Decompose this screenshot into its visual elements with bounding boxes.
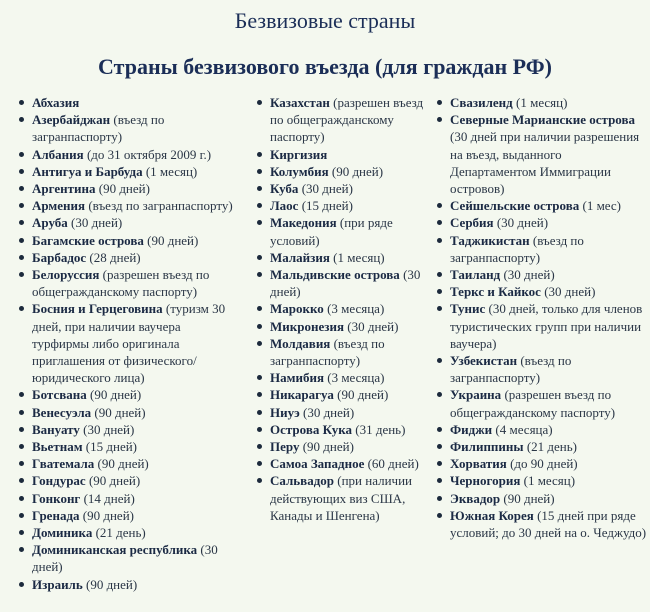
list-item [14, 300, 240, 386]
country-note: (30 дней, только для членов туристических групп при наличии ваучера) [450, 301, 643, 351]
country-name: Израиль [32, 576, 83, 592]
bullet-icon [19, 169, 24, 174]
country-name: Острова Кука [270, 421, 352, 437]
country-name: Аруба [32, 215, 68, 231]
bullet-icon [437, 272, 442, 277]
bullet-icon [257, 341, 262, 346]
country-note: (21 день) [523, 439, 577, 455]
country-note: (90 дней) [79, 507, 134, 523]
country-note: (15 дней) [298, 198, 353, 214]
country-name: Азербайджан [32, 112, 111, 128]
country-name: Намибия [270, 370, 324, 386]
country-name: Казахстан [270, 95, 330, 110]
bullet-icon [437, 427, 442, 432]
country-note: (90 дней) [143, 232, 199, 248]
list-item [252, 249, 424, 266]
country-name: Киргизия [270, 146, 328, 162]
country-note: (90 дней) [94, 456, 149, 472]
bullet-icon [19, 272, 24, 277]
list-item [432, 94, 648, 111]
country-name: Сейшельские острова [450, 198, 580, 214]
country-note: (въезд по загранпаспорту) [85, 198, 233, 214]
country-name: Сербия [450, 215, 494, 231]
list-item [432, 232, 648, 266]
list-item [14, 163, 240, 180]
bullet-icon [257, 186, 262, 191]
bullet-icon [19, 220, 24, 225]
country-name: Таиланд [450, 267, 501, 283]
country-note: (90 дней) [500, 490, 555, 506]
country-list-column-2 [252, 94, 424, 524]
list-item [14, 197, 240, 214]
list-item [252, 335, 424, 369]
country-name: Гренада [32, 507, 80, 523]
country-name: Вьетнам [32, 439, 83, 455]
country-note: (30 дней) [344, 318, 399, 334]
country-list-column-1 [14, 94, 240, 593]
list-item [432, 472, 648, 489]
bullet-icon [257, 272, 262, 277]
bullet-icon [19, 478, 24, 483]
country-name: Албания [32, 146, 84, 162]
list-item [432, 197, 648, 214]
bullet-icon [19, 582, 24, 587]
bullet-icon [437, 100, 442, 105]
list-item [432, 455, 648, 472]
bullet-icon [19, 117, 24, 122]
list-item [14, 386, 240, 403]
bullet-icon [19, 513, 24, 518]
list-item [432, 214, 648, 231]
country-name: Тунис [450, 301, 486, 317]
country-name: Филиппины [450, 439, 524, 455]
list-item [252, 472, 424, 524]
country-name: Узбекистан [450, 353, 518, 369]
country-name: Украина [450, 387, 502, 403]
country-note: (30 дней) [493, 215, 549, 231]
country-note: (1 месяц) [520, 473, 576, 489]
list-item [14, 455, 240, 472]
bullet-icon [437, 220, 442, 225]
bullet-icon [437, 117, 442, 122]
list-item [252, 438, 424, 455]
list-item [432, 111, 648, 197]
bullet-icon [257, 375, 262, 380]
bullet-icon [437, 496, 442, 501]
country-note: (30 дней при наличии разрешения на въезд, выданного Департаментом Иммиграции островов) [450, 129, 640, 197]
list-item [252, 180, 424, 197]
country-name: Вануату [32, 421, 80, 437]
bullet-icon [257, 220, 262, 225]
country-note: (90 дней) [85, 473, 141, 489]
bullet-icon [257, 478, 262, 483]
country-note: (14 дней) [80, 490, 135, 506]
country-note: (31 день) [352, 421, 406, 437]
country-note: (1 месяц) [142, 163, 198, 179]
country-note: (21 день) [92, 525, 146, 541]
list-item [252, 214, 424, 248]
bullet-icon [19, 410, 24, 415]
list-item [14, 232, 240, 249]
list-item [14, 438, 240, 455]
country-note: (30 дней) [540, 284, 596, 300]
list-item [432, 438, 648, 455]
list-item [14, 421, 240, 438]
country-name: Черногория [450, 473, 521, 489]
bullet-icon [19, 392, 24, 397]
country-name: Мальдивские острова [270, 267, 400, 283]
country-name: Таджикистан [450, 232, 530, 248]
list-item [432, 490, 648, 507]
country-name: Аргентина [32, 181, 96, 197]
country-name: Эквадор [450, 490, 501, 506]
list-item [252, 266, 424, 300]
bullet-icon [437, 203, 442, 208]
list-item [432, 266, 648, 283]
bullet-icon [437, 358, 442, 363]
bullet-icon [257, 444, 262, 449]
country-name: Доминиканская республика [32, 542, 198, 558]
country-note: (въезд по загранпаспорту) [32, 112, 165, 145]
country-note: (до 90 дней) [506, 456, 578, 472]
country-name: Гондурас [32, 473, 86, 489]
bullet-icon [257, 152, 262, 157]
country-note: (3 месяца) [323, 370, 385, 386]
bullet-icon [257, 392, 262, 397]
list-item [14, 94, 240, 111]
country-name: Македония [270, 215, 337, 231]
page-title: Безвизовые страны [234, 8, 416, 33]
country-note: (15 дней) [82, 439, 138, 455]
country-name: Фиджи [450, 421, 493, 437]
country-note: (при наличии действующих виз США, Канады и Шенгена) [270, 473, 412, 523]
country-note: (30 дней) [299, 404, 355, 420]
country-name: Босния и Герцеговина [32, 301, 163, 317]
country-name: Барбадос [32, 249, 87, 265]
list-item [14, 249, 240, 266]
country-note: (90 дней) [95, 181, 150, 197]
country-note: (туризм 30 дней, при наличии ваучера турфирмы либо оригинала приглашения от физического/юридического лица) [32, 301, 226, 386]
country-note: (90 дней) [299, 439, 354, 455]
bullet-icon [19, 238, 24, 243]
list-item [252, 163, 424, 180]
country-name: Белоруссия [32, 267, 100, 283]
country-note: (разрешен въезд по общегражданскому паспорту) [270, 95, 424, 145]
country-name: Малайзия [270, 249, 330, 265]
list-item [432, 300, 648, 352]
bullet-icon [437, 392, 442, 397]
country-note: (1 месяц) [329, 249, 385, 265]
list-item [14, 490, 240, 507]
country-note: (30 дней) [67, 215, 123, 231]
country-name: Ниуэ [270, 404, 300, 420]
country-note: (въезд по загранпаспорту) [450, 353, 572, 386]
country-note: (30 дней) [79, 421, 135, 437]
country-name: Южная Корея [450, 507, 534, 523]
bullet-icon [19, 306, 24, 311]
list-item [252, 404, 424, 421]
bullet-icon [257, 100, 262, 105]
bullet-icon [257, 427, 262, 432]
country-list-column-3 [432, 94, 648, 541]
bullet-icon [437, 461, 442, 466]
bullet-icon [437, 513, 442, 518]
bullet-icon [19, 100, 24, 105]
bullet-icon [257, 203, 262, 208]
list-item [14, 507, 240, 524]
country-name: Багамские острова [32, 232, 144, 248]
country-name: Куба [270, 181, 299, 197]
bullet-icon [19, 496, 24, 501]
country-name: Лаос [270, 198, 299, 214]
list-item [14, 146, 240, 163]
bullet-icon [19, 186, 24, 191]
country-name: Марокко [270, 301, 324, 317]
bullet-icon [19, 530, 24, 535]
country-note: (30 дней) [500, 267, 555, 283]
country-note: (90 дней) [86, 387, 142, 403]
country-name: Теркс и Кайкос [450, 284, 541, 300]
list-item [14, 576, 240, 593]
country-name: Ботсвана [32, 387, 87, 403]
country-note: (1 мес) [579, 198, 621, 214]
list-item [432, 352, 648, 386]
bullet-icon [19, 461, 24, 466]
country-name: Свазиленд [450, 95, 513, 110]
country-name: Гватемала [32, 456, 95, 472]
list-item [14, 180, 240, 197]
list-item [252, 455, 424, 472]
country-note: (разрешен въезд по общегражданскому паспорту) [32, 267, 210, 300]
country-note: (въезд по загранпаспорту) [270, 335, 385, 369]
list-item [252, 318, 424, 335]
list-item [14, 472, 240, 489]
country-note: (60 дней) [364, 456, 419, 472]
list-item [14, 214, 240, 231]
list-item [252, 386, 424, 403]
country-name: Доминика [32, 525, 93, 541]
country-note: (4 месяца) [492, 421, 553, 437]
country-name: Сальвадор [270, 473, 334, 489]
country-name: Венесуэла [32, 404, 92, 420]
bullet-icon [257, 324, 262, 329]
country-note: (въезд по загранпаспорту) [450, 232, 584, 265]
country-note: (90 дней) [82, 576, 138, 592]
page-subtitle: Страны безвизового въезда (для граждан РФ) [98, 54, 552, 79]
bullet-icon [257, 255, 262, 260]
list-item [432, 386, 648, 420]
list-item [14, 524, 240, 541]
country-note: (разрешен въезд по общегражданскому паспорту) [450, 387, 616, 420]
country-note: (28 дней) [86, 249, 141, 265]
country-name: Хорватия [450, 456, 507, 472]
list-item [432, 507, 648, 541]
bullet-icon [19, 203, 24, 208]
country-note: (3 месяца) [323, 301, 385, 317]
list-item [252, 369, 424, 386]
country-name: Антигуа и Барбуда [32, 163, 143, 179]
list-item [252, 197, 424, 214]
country-note: (30 дней) [298, 181, 353, 197]
country-note: (15 дней при ряде условий; до 30 дней на о. Чеджудо) [450, 507, 647, 541]
list-item [14, 111, 240, 145]
country-note: (90 дней) [91, 404, 146, 420]
country-note: (90 дней) [328, 163, 384, 179]
country-name: Перу [270, 439, 300, 455]
country-note: (90 дней) [333, 387, 389, 403]
bullet-icon [257, 410, 262, 415]
list-item [14, 404, 240, 421]
country-note: (до 31 октября 2009 г.) [83, 146, 212, 162]
list-item [432, 283, 648, 300]
list-item [432, 421, 648, 438]
list-item [14, 266, 240, 300]
country-note: (1 месяц) [512, 95, 568, 110]
list-item [14, 541, 240, 575]
list-item [252, 146, 424, 163]
list-item [252, 300, 424, 317]
bullet-icon [437, 444, 442, 449]
bullet-icon [257, 461, 262, 466]
bullet-icon [437, 289, 442, 294]
country-name: Гонконг [32, 490, 81, 506]
bullet-icon [257, 306, 262, 311]
country-name: Микронезия [270, 318, 344, 334]
country-note: (30 дней) [32, 542, 218, 575]
bullet-icon [437, 238, 442, 243]
bullet-icon [257, 169, 262, 174]
list-item [252, 94, 424, 146]
bullet-icon [437, 306, 442, 311]
country-note: (при ряде условий) [270, 215, 393, 248]
country-name: Северные Марианские острова [450, 112, 635, 128]
country-name: Самоа Западное [270, 456, 365, 472]
country-name: Армения [32, 198, 86, 214]
list-item [252, 421, 424, 438]
bullet-icon [19, 547, 24, 552]
country-note: (30 дней) [270, 267, 421, 300]
bullet-icon [19, 152, 24, 157]
country-name: Абхазия [32, 95, 80, 110]
bullet-icon [19, 444, 24, 449]
country-name: Никарагуа [270, 387, 334, 403]
bullet-icon [19, 427, 24, 432]
country-name: Молдавия [270, 335, 331, 351]
country-name: Колумбия [270, 163, 329, 179]
bullet-icon [437, 478, 442, 483]
bullet-icon [19, 255, 24, 260]
